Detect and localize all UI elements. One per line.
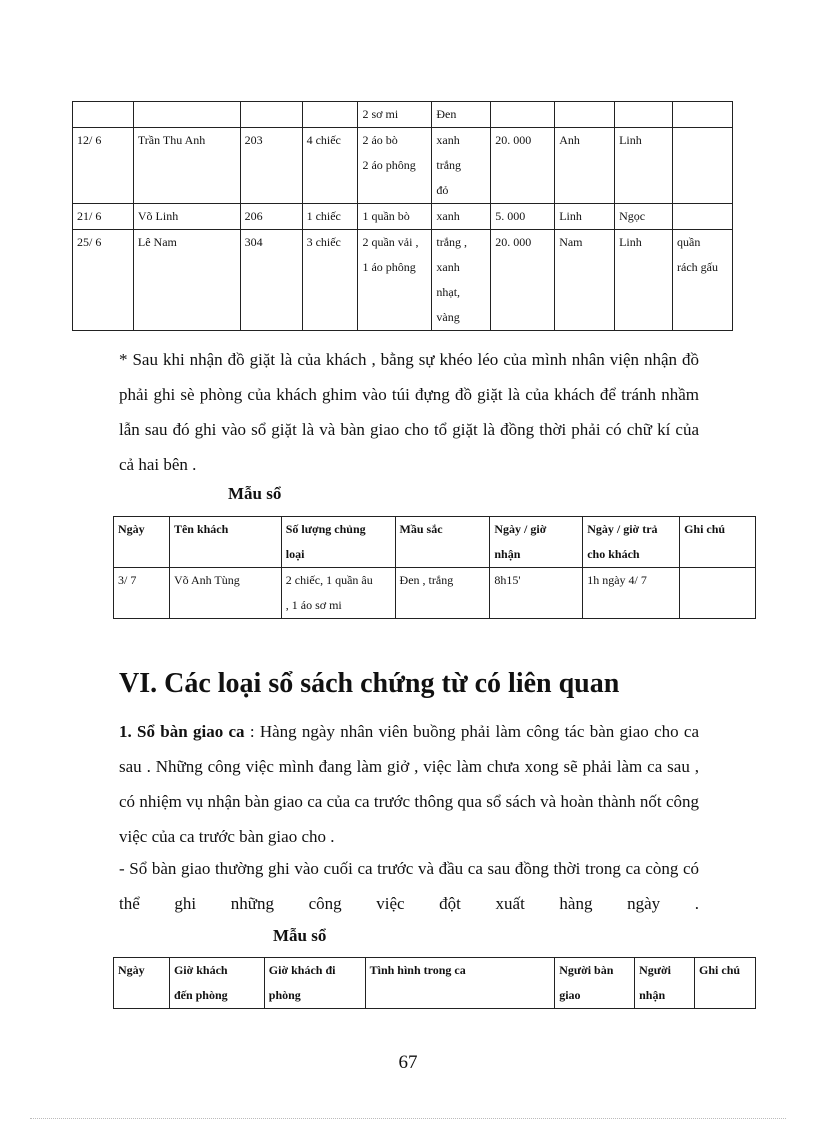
table-cell: Tình hình trong ca	[365, 958, 555, 1009]
page-number: 67	[398, 1052, 418, 1073]
table-cell: Linh	[555, 204, 615, 230]
table-cell: Giờ khách đến phòng	[169, 958, 264, 1009]
table-cell: 206	[240, 204, 302, 230]
table-cell: 25/ 6	[73, 230, 134, 331]
table-cell	[491, 102, 555, 128]
table-cell: 4 chiếc	[302, 128, 358, 204]
table-cell: trắng , xanh nhạt, vàng	[432, 230, 491, 331]
table-cell: Võ Anh Tùng	[169, 568, 281, 619]
table-cell: Võ Linh	[133, 204, 240, 230]
table-cell	[680, 568, 756, 619]
table-cell: Ngày	[114, 517, 170, 568]
table-cell	[302, 102, 358, 128]
table-cell: Số lượng chủng loại	[281, 517, 395, 568]
table-cell: Đen , trắng	[395, 568, 490, 619]
table-cell: xanh trắng đỏ	[432, 128, 491, 204]
caption-sample-book-1: Mẫu sổ	[228, 484, 282, 503]
table-cell: 304	[240, 230, 302, 331]
table-cell: 8h15'	[490, 568, 583, 619]
table-cell: 5. 000	[491, 204, 555, 230]
table-cell	[73, 102, 134, 128]
table-cell: 1 quần bò	[358, 204, 432, 230]
table-cell: 2 quần vải , 1 áo phông	[358, 230, 432, 331]
caption-sample-book-2: Mẫu sổ	[273, 926, 327, 945]
table-cell: Đen	[432, 102, 491, 128]
paragraph-handover-book	[119, 714, 699, 854]
table-cell: Người nhận	[635, 958, 695, 1009]
table-cell	[240, 102, 302, 128]
handover-book-title: 1. Sổ bàn giao ca	[119, 722, 245, 741]
table-cell: Ngọc	[615, 204, 673, 230]
table-row	[73, 102, 733, 128]
table-cell: Linh	[615, 230, 673, 331]
table-cell: xanh	[432, 204, 491, 230]
table-cell: Ngày / giờ nhận	[490, 517, 583, 568]
table-cell: 3 chiếc	[302, 230, 358, 331]
table-cell: Mầu sắc	[395, 517, 490, 568]
table-cell: quần rách gấu	[673, 230, 733, 331]
paragraph-handover-note: - Sổ bàn giao thường ghi vào cuối ca trước và đầu ca sau đồng thời trong ca còng có thể ghi những công việc đột xuất hàng ngày .	[119, 859, 699, 913]
form-table-laundry	[113, 516, 756, 619]
table-cell: 203	[240, 128, 302, 204]
table-cell: Ghi chú	[695, 958, 756, 1009]
table-row	[73, 128, 733, 204]
form-table-handover	[113, 957, 756, 1009]
table-header-row	[114, 517, 756, 568]
table-row	[73, 230, 733, 331]
table-row	[73, 204, 733, 230]
table-cell	[555, 102, 615, 128]
table-cell: 2 chiếc, 1 quần âu , 1 áo sơ mi	[281, 568, 395, 619]
table-row	[114, 568, 756, 619]
table-cell: Người bàn giao	[555, 958, 635, 1009]
table-cell: 1h ngày 4/ 7	[583, 568, 680, 619]
table-cell: Ngày / giờ trả cho khách	[583, 517, 680, 568]
table-cell: 12/ 6	[73, 128, 134, 204]
table-cell: Tên khách	[169, 517, 281, 568]
laundry-table	[72, 101, 733, 331]
table-cell: Nam	[555, 230, 615, 331]
table-cell: Trần Thu Anh	[133, 128, 240, 204]
table-cell: 3/ 7	[114, 568, 170, 619]
table-cell	[673, 128, 733, 204]
table-cell: 21/ 6	[73, 204, 134, 230]
footer-divider	[30, 1118, 786, 1119]
table-cell	[673, 204, 733, 230]
table-cell: Ghi chú	[680, 517, 756, 568]
table-cell	[615, 102, 673, 128]
table-header-row	[114, 958, 756, 1009]
table-cell: Giờ khách đi phòng	[264, 958, 365, 1009]
handover-book-text: : Hàng ngày nhân viên buồng phải làm công tác bàn giao cho ca sau . Những công việc mình đang làm giở , việc làm chưa xong sẽ phải làm ca sau , có nhiệm vụ nhận bàn giao ca của ca trước thông qua sổ sách và hoàn thành nốt công việc của ca trước bàn giao cho .	[119, 722, 699, 846]
table-cell: 20. 000	[491, 128, 555, 204]
table-cell: 2 sơ mi	[358, 102, 432, 128]
table-cell: Lê Nam	[133, 230, 240, 331]
table-cell: Anh	[555, 128, 615, 204]
table-cell: Ngày	[114, 958, 170, 1009]
table-cell	[133, 102, 240, 128]
table-cell	[673, 102, 733, 128]
paragraph-laundry-note: * Sau khi nhận đồ giặt là của khách , bằng sự khéo léo của mình nhân viện nhận đồ phải ghi sè phòng của khách ghim vào túi đựng đồ giặt là của khách để tránh nhầm lẫn sau đó ghi vào sổ giặt là và bàn giao cho tổ giặt là đồng thời phải có chữ kí của cả hai bên .	[119, 350, 699, 474]
table-cell: 20. 000	[491, 230, 555, 331]
table-cell: 1 chiếc	[302, 204, 358, 230]
section-heading: VI. Các loại sổ sách chứng từ có liên quan	[119, 668, 620, 699]
table-cell: Linh	[615, 128, 673, 204]
table-cell: 2 áo bò 2 áo phông	[358, 128, 432, 204]
